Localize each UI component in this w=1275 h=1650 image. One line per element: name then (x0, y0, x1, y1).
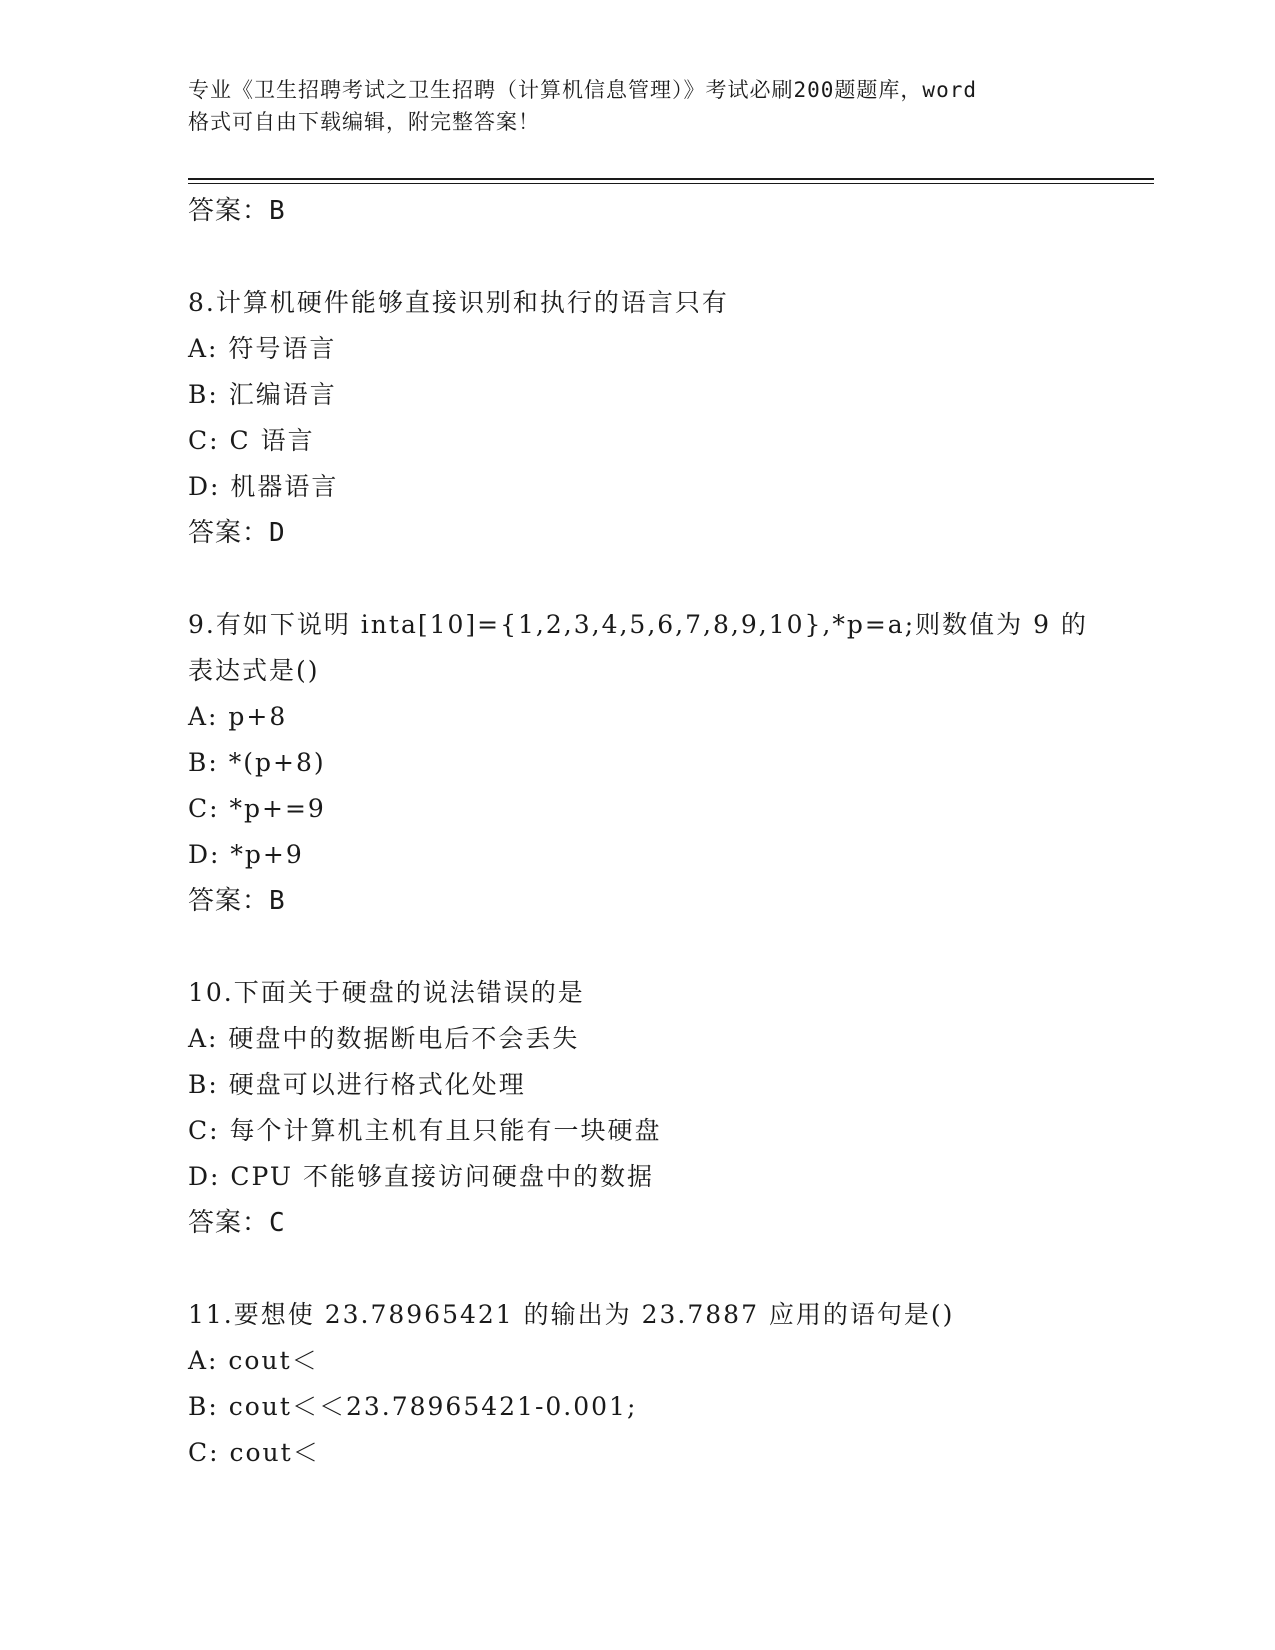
option-a: A: 硬盘中的数据断电后不会丢失 (188, 1024, 580, 1053)
question-11 (188, 1292, 1154, 1476)
answer: 答案：D (188, 518, 286, 548)
question-9 (188, 602, 1154, 924)
answer: 答案：B (188, 886, 286, 916)
option-c: C: cout＜ (188, 1438, 320, 1467)
option-b: B: 硬盘可以进行格式化处理 (188, 1070, 526, 1099)
question-stem: 9.有如下说明 inta[10]={1,2,3,4,5,6,7,8,9,10},*p=a;则数值为 9 的 (188, 610, 1088, 639)
document-body (188, 188, 1154, 1476)
answer: 答案：C (188, 1208, 286, 1238)
header-line-2: 格式可自由下载编辑，附完整答案！ (188, 110, 540, 134)
header-line-1: 专业《卫生招聘考试之卫生招聘（计算机信息管理）》考试必刷200题题库，word (188, 78, 977, 102)
question-10 (188, 970, 1154, 1246)
option-c: C: 每个计算机主机有且只能有一块硬盘 (188, 1116, 662, 1145)
option-a: A: cout＜ (188, 1346, 319, 1375)
option-b: B: cout＜＜23.78965421-0.001; (188, 1392, 638, 1421)
question-stem: 11.要想使 23.78965421 的输出为 23.7887 应用的语句是() (188, 1300, 955, 1329)
option-c: C: C 语言 (188, 426, 315, 455)
option-c: C: *p+=9 (188, 794, 326, 823)
option-d: D: *p+9 (188, 840, 304, 869)
question-stem: 8.计算机硬件能够直接识别和执行的语言只有 (188, 288, 729, 317)
option-a: A: p+8 (188, 702, 288, 731)
spacer (188, 234, 1154, 280)
option-b: B: *(p+8) (188, 748, 326, 777)
option-a: A: 符号语言 (188, 334, 337, 363)
question-8 (188, 280, 1154, 556)
spacer (188, 556, 1154, 602)
header-rule (188, 178, 1154, 184)
option-d: D: 机器语言 (188, 472, 339, 501)
spacer (188, 1246, 1154, 1292)
question-stem: 10.下面关于硬盘的说法错误的是 (188, 978, 585, 1007)
option-b: B: 汇编语言 (188, 380, 337, 409)
question-stem-continued: 表达式是() (188, 656, 320, 685)
spacer (188, 924, 1154, 970)
page-header (188, 74, 1088, 138)
previous-answer: 答案：B (188, 196, 286, 226)
option-d: D: CPU 不能够直接访问硬盘中的数据 (188, 1162, 654, 1191)
